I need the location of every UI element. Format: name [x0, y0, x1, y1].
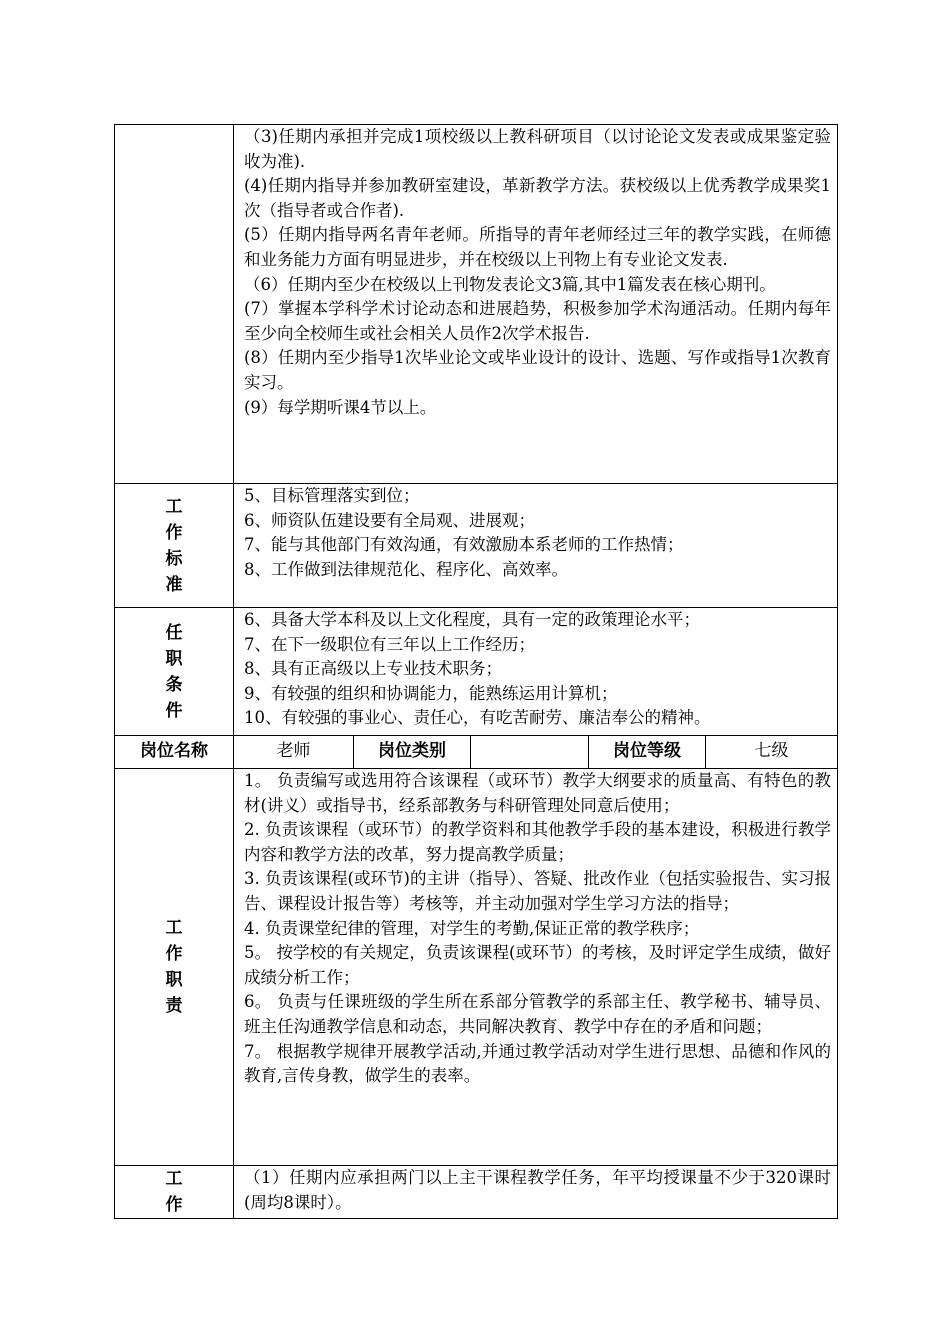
objective-item: (4)任期内指导并参加教研室建设，革新教学方法。获校级以上优秀教学成果奖1次（指导者或合作者).	[244, 176, 832, 220]
empty-label-cell	[115, 125, 234, 484]
qualifications-content	[234, 608, 838, 736]
standards-content	[234, 484, 838, 608]
qualifications-row	[115, 608, 838, 736]
objective-item: (5）任期内指导两名青年老师。所指导的青年老师经过三年的教学实践，在师德和业务能力方面有明显进步，并在校级以上刊物上有专业论文发表.	[244, 225, 832, 269]
position-type-value	[471, 736, 589, 769]
duties-row	[115, 769, 838, 1166]
duty-item: 1。 负责编写或选用符合该课程（或环节）教学大纲要求的质量高、有特色的教材(讲义）或指导书，经系部教务与科研管理处同意后使用；	[244, 771, 832, 815]
position-name-value: 老师	[234, 736, 354, 769]
objectives-continued-row	[115, 125, 838, 484]
work-content	[234, 1166, 838, 1219]
standard-item: 5、目标管理落实到位；	[244, 486, 420, 505]
standard-item: 6、师资队伍建设要有全局观、进展观；	[244, 510, 535, 530]
qualification-item: 10、有较强的事业心、责任心，有吃苦耐劳、廉洁奉公的精神。	[244, 708, 711, 728]
qualification-item: 9、有较强的组织和协调能力，能熟练运用计算机；	[244, 683, 618, 703]
work-label: 工 作	[115, 1166, 234, 1219]
position-type-label: 岗位类别	[354, 736, 471, 769]
qualifications-label: 任 职 条 件	[115, 608, 234, 736]
objective-item: (8）任期内至少指导1次毕业论文或毕业设计的设计、选题、写作或指导1次教育实习。	[244, 348, 832, 392]
duty-item: 3. 负责该课程(或环节)的主讲（指导）、答疑、批改作业（包括实验报告、实习报告、课程设计报告等）考核等，并主动加强对学生学习方法的指导；	[244, 869, 832, 913]
job-description-table	[114, 124, 838, 1219]
qualification-item: 6、具备大学本科及以上文化程度，具有一定的政策理论水平；	[244, 610, 700, 629]
duty-item: 7。 根据教学规律开展教学活动,并通过教学活动对学生进行思想、品德和作风的教育,言传身教，做学生的表率。	[244, 1041, 832, 1086]
work-last-row	[115, 1166, 838, 1219]
duties-content	[234, 769, 838, 1166]
objective-item: (7）掌握本学科学术讨论动态和进展趋势，积极参加学术沟通活动。任期内每年至少向全校师生或社会相关人员作2次学术报告.	[244, 299, 832, 343]
standards-label: 工 作 标 准	[115, 484, 234, 608]
objective-item: (9）每学期听课4节以上。	[244, 397, 437, 417]
position-name-label: 岗位名称	[115, 736, 234, 769]
objective-item: （3)任期内承担并完成1项校级以上教科研项目（以讨论论文发表或成果鉴定验收为准).	[244, 127, 832, 171]
position-header-row	[115, 736, 838, 769]
standard-item: 7、能与其他部门有效沟通，有效激励本系老师的工作热情；	[244, 535, 684, 555]
qualification-item: 8、具有正高级以上专业技术职务；	[244, 659, 502, 679]
work-item: （1）任期内应承担两门以上主干课程教学任务，年平均授课量不少于320课时(周均8课时）。	[244, 1168, 832, 1212]
duty-item: 4. 负责课堂纪律的管理，对学生的考勤,保证正常的教学秩序；	[244, 918, 700, 938]
position-level-value: 七级	[706, 736, 838, 769]
standard-item: 8、工作做到法律规范化、程序化、高效率。	[244, 559, 568, 579]
duty-item: 2. 负责该课程（或环节）的教学资料和其他教学手段的基本建设，积极进行教学内容和教学方法的改革，努力提高教学质量；	[244, 820, 832, 864]
objective-item: （6）任期内至少在校级以上刊物发表论文3篇,其中1篇发表在核心期刊。	[244, 274, 776, 294]
duty-item: 5。 按学校的有关规定，负责该课程(或环节）的考核，及时评定学生成绩，做好成绩分析工作；	[244, 943, 832, 987]
duties-label: 工 作 职 责	[115, 769, 234, 1166]
standards-row	[115, 484, 838, 608]
objectives-content	[234, 125, 838, 484]
qualification-item: 7、在下一级职位有三年以上工作经历；	[244, 634, 535, 654]
position-level-label: 岗位等级	[589, 736, 706, 769]
duty-item: 6。 负责与任课班级的学生所在系部分管教学的系部主任、教学秘书、辅导员、班主任沟通教学信息和动态，共同解决教育、教学中存在的矛盾和问题；	[244, 992, 832, 1036]
